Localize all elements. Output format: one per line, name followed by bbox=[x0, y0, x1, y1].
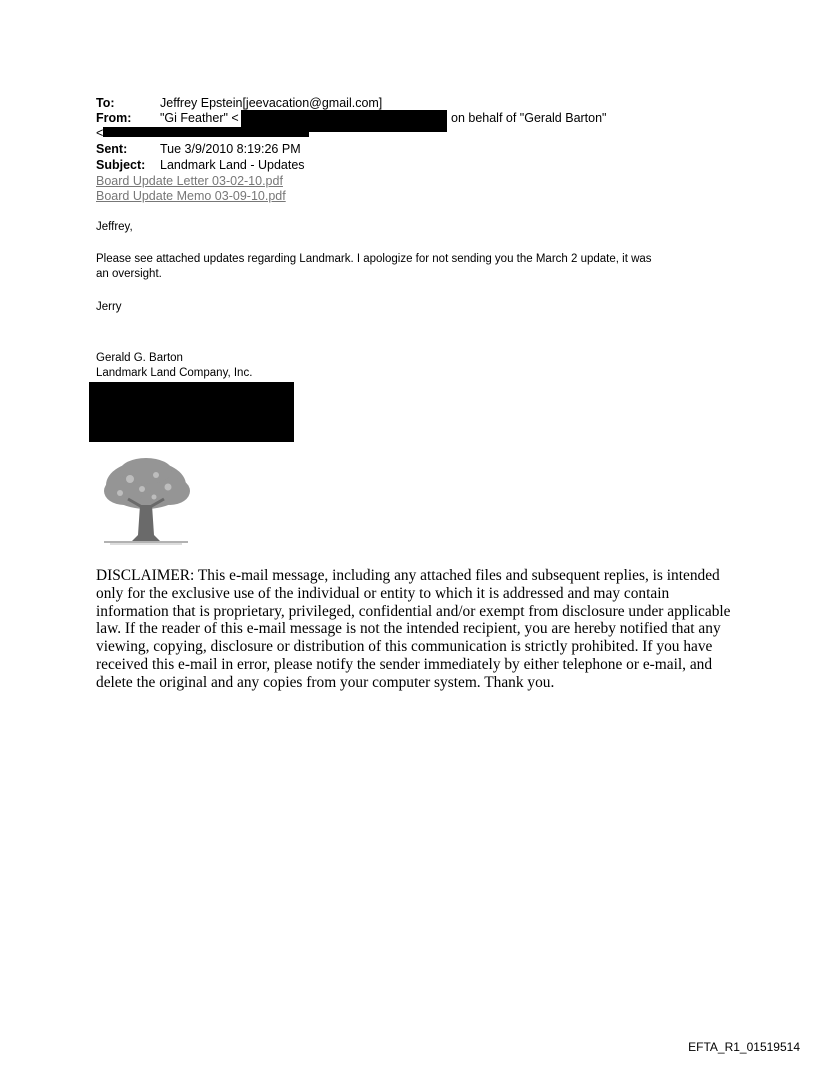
message-line: Please see attached updates regarding Landmark. I apologize for not sending you the March 2 update, it was bbox=[96, 253, 652, 265]
disclaimer-text: DISCLAIMER: This e-mail message, including any attached files and subsequent replies, is intended only for the exclusive use of the individual or entity to which it is addressed and may contain information that is proprietary, privileged, confidential and/or exempt from disclosure under applicable law. If the reader of this e-mail message is not the intended recipient, you are hereby notified that any viewing, copying, disclosure or distribution of this communication is strictly prohibited. If you have received this e-mail in error, please notify the sender immediately by either telephone or e-mail, and delete the original and any copies from your computer system. Thank you. bbox=[96, 567, 731, 691]
signature-company: Landmark Land Company, Inc. bbox=[96, 367, 253, 379]
greeting: Jeffrey, bbox=[96, 221, 133, 233]
to-value: Jeffrey Epstein[jeevacation@gmail.com] bbox=[160, 96, 383, 110]
message-line: an oversight. bbox=[96, 268, 162, 280]
subject-value: Landmark Land - Updates bbox=[160, 158, 305, 172]
subject-label: Subject: bbox=[96, 158, 146, 172]
attachment-link[interactable]: Board Update Memo 03-09-10.pdf bbox=[96, 189, 286, 203]
sent-value: Tue 3/9/2010 8:19:26 PM bbox=[160, 142, 301, 156]
sent-label: Sent: bbox=[96, 142, 128, 156]
from-continued: < bbox=[96, 126, 104, 140]
signoff: Jerry bbox=[96, 301, 122, 313]
redaction-signature-block bbox=[89, 382, 294, 442]
oak-tree-icon bbox=[96, 455, 196, 547]
from-label: From: bbox=[96, 111, 132, 125]
signature-name: Gerald G. Barton bbox=[96, 352, 183, 364]
to-label: To: bbox=[96, 96, 115, 110]
document-id: EFTA_R1_01519514 bbox=[688, 1040, 800, 1054]
from-on-behalf: on behalf of "Gerald Barton" bbox=[451, 111, 607, 125]
from-value: "Gi Feather" < bbox=[160, 111, 239, 125]
attachment-link[interactable]: Board Update Letter 03-02-10.pdf bbox=[96, 174, 283, 188]
redaction-behalf-email bbox=[103, 127, 309, 137]
